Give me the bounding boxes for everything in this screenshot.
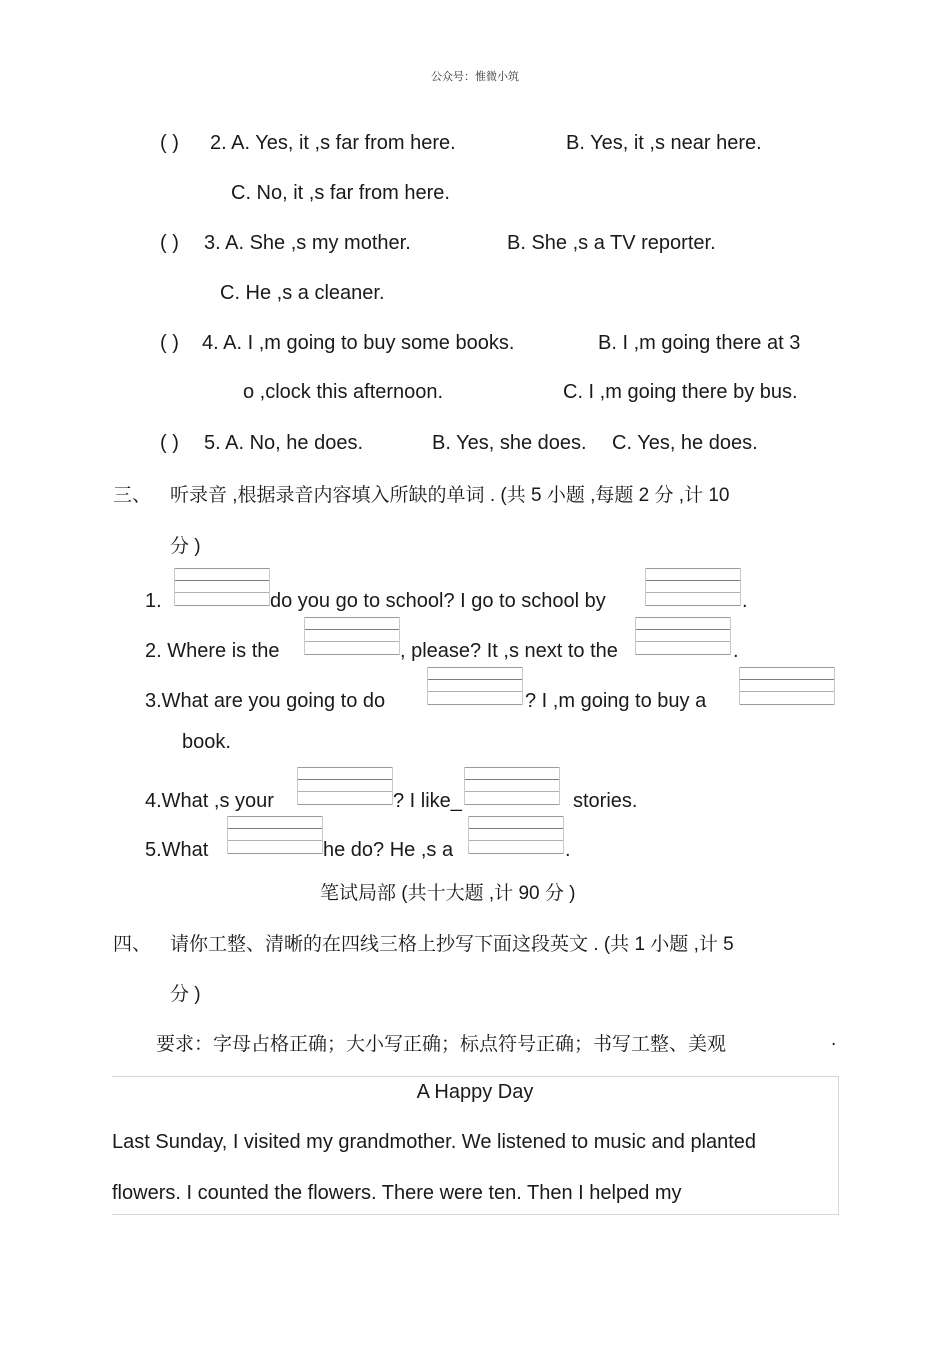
- s4-text-a: 4.What ,s your: [145, 790, 274, 812]
- q3-option-b: B. She ,s a TV reporter.: [507, 232, 716, 254]
- s2-text-a: 2. Where is the: [145, 640, 280, 662]
- s1-end: .: [742, 590, 748, 612]
- s4-text-b: ? I like_: [393, 790, 462, 812]
- page-header: 公众号：惟微小筑: [431, 71, 519, 83]
- requirements: 要求：字母占格正确；大小写正确；标点符号正确；书写工整、美观: [156, 1034, 727, 1055]
- section-3-title-cont: 分 ): [170, 536, 201, 557]
- q3-option-a: 3. A. She ,s my mother.: [204, 232, 411, 254]
- q2-option-b: B. Yes, it ,s near here.: [566, 132, 762, 154]
- section-4-title: 请你工整、清晰的在四线三格上抄写下面这段英文 . (共 1 小题 ,计 5: [170, 934, 734, 955]
- s4-end: stories.: [573, 790, 638, 812]
- s1-number: 1.: [145, 590, 162, 612]
- s3-text-b: ? I ,m going to buy a: [525, 690, 707, 712]
- q4-option-c: C. I ,m going there by bus.: [563, 381, 798, 403]
- requirements-end: .: [831, 1029, 837, 1050]
- s5-text-a: 5.What: [145, 839, 209, 861]
- section-4-number: 四、: [113, 934, 152, 955]
- q2-option-a: 2. A. Yes, it ,s far from here.: [210, 132, 456, 154]
- answer-paren-4[interactable]: ( ): [160, 332, 179, 354]
- section-3-number: 三、: [113, 485, 152, 506]
- blank-3b[interactable]: [739, 667, 835, 705]
- written-part-heading: 笔试局部 (共十大题 ,计 90 分 ): [320, 883, 576, 904]
- section-4-title-cont: 分 ): [170, 984, 201, 1005]
- blank-2b[interactable]: [635, 617, 731, 655]
- blank-3a[interactable]: [427, 667, 523, 705]
- s3-end: book.: [182, 731, 231, 753]
- blank-2a[interactable]: [304, 617, 400, 655]
- s1-text: do you go to school? I go to school by: [270, 590, 606, 612]
- s5-end: .: [565, 839, 571, 861]
- q4-option-b: B. I ,m going there at 3: [598, 332, 801, 354]
- blank-1b[interactable]: [645, 568, 741, 606]
- q5-option-c: C. Yes, he does.: [612, 432, 758, 454]
- blank-4b[interactable]: [464, 767, 560, 805]
- s5-text-b: he do? He ,s a: [323, 839, 454, 861]
- q3-option-c: C. He ,s a cleaner.: [220, 282, 385, 304]
- s2-text-b: , please? It ,s next to the: [400, 640, 618, 662]
- answer-paren-2[interactable]: ( ): [160, 132, 179, 154]
- section-3-title: 听录音 ,根据录音内容填入所缺的单词 . (共 5 小题 ,每题 2 分 ,计 10: [170, 485, 730, 506]
- blank-5b[interactable]: [468, 816, 564, 854]
- q2-option-c: C. No, it ,s far from here.: [231, 182, 450, 204]
- q5-option-a: 5. A. No, he does.: [204, 432, 363, 454]
- passage-line-2: flowers. I counted the flowers. There were ten. Then I helped my: [112, 1182, 682, 1204]
- passage-line-1: Last Sunday, I visited my grandmother. We listened to music and planted: [112, 1131, 757, 1153]
- s3-text-a: 3.What are you going to do: [145, 690, 386, 712]
- passage-title: A Happy Day: [416, 1081, 534, 1103]
- q4-option-b-cont: o ,clock this afternoon.: [243, 381, 444, 403]
- answer-paren-3[interactable]: ( ): [160, 232, 179, 254]
- blank-5a[interactable]: [227, 816, 323, 854]
- blank-1a[interactable]: [174, 568, 270, 606]
- s2-end: .: [733, 640, 739, 662]
- blank-4a[interactable]: [297, 767, 393, 805]
- q4-option-a: 4. A. I ,m going to buy some books.: [202, 332, 515, 354]
- answer-paren-5[interactable]: ( ): [160, 432, 179, 454]
- q5-option-b: B. Yes, she does.: [432, 432, 587, 454]
